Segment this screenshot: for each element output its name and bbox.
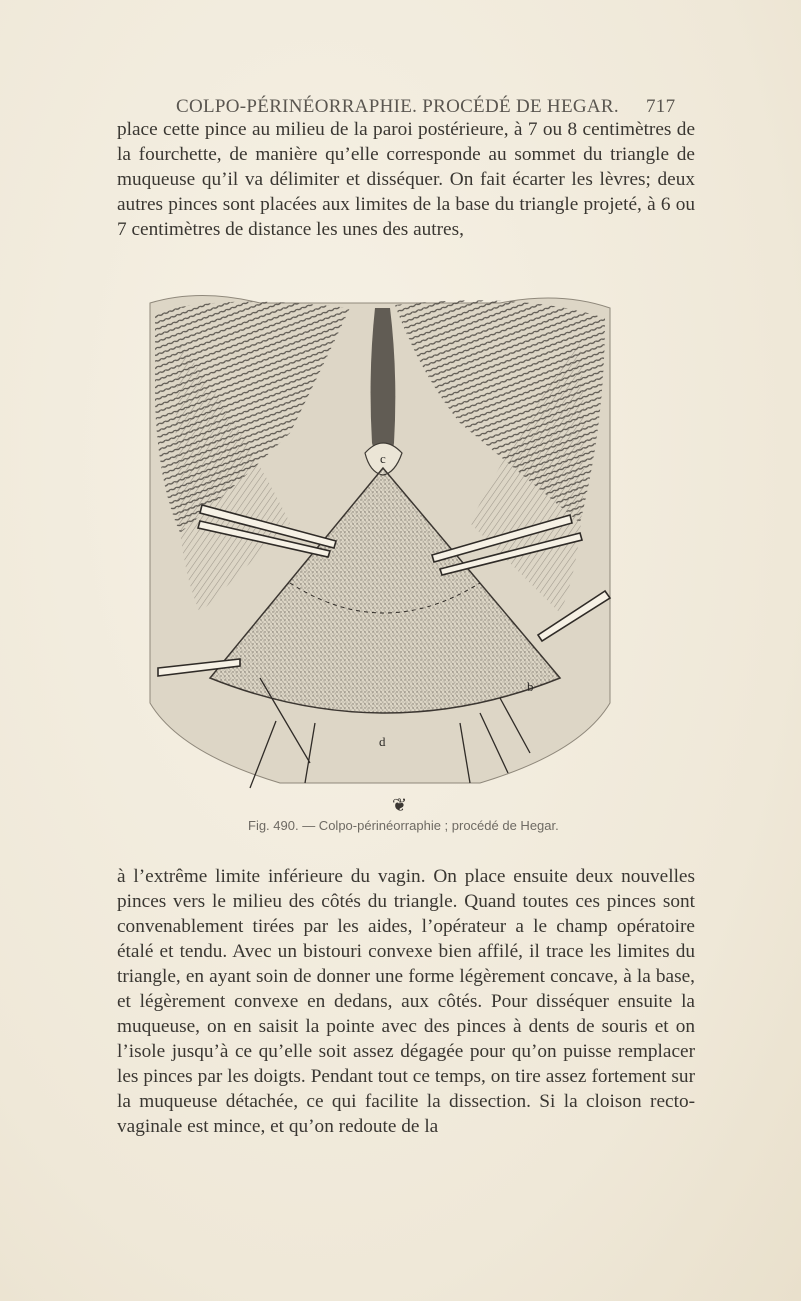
figure-caption: Fig. 490. — Colpo-périnéorraphie ; procédé de Hegar.	[248, 818, 559, 833]
anatomical-illustration	[140, 283, 620, 798]
figure-label-c: c	[380, 451, 386, 466]
running-title: COLPO-PÉRINÉORRAPHIE. PROCÉDÉ DE HEGAR.	[176, 96, 619, 117]
paragraph-top: place cette pince au milieu de la paroi postérieure, à 7 ou 8 centimètres de la fourchette, de manière qu’elle corresponde au sommet du triangle de muqueuse qu’il va délimiter et disséquer. On fait écarter les lèvres; deux autres pinces sont placées aux limites de la base du triangle projeté, à 6 ou 7 centimètres de distance les unes des autres,	[117, 119, 695, 240]
paragraph-bottom: à l’extrême limite inférieure du vagin. On place ensuite deux nouvelles pinces vers le milieu des côtés du triangle. Quand toutes ces pinces sont convenablement tirées par les aides, l’opérateur a le champ opératoire étalé et tendu. Avec un bistouri convexe bien affilé, il trace les limites du triangle, en ayant soin de donner une forme légèrement concave, à la base, et légèrement convexe en dedans, aux côtés. Pour disséquer ensuite la muqueuse, on en saisit la pointe avec des pinces à dents de souris et on l’isole jusqu’à ce qu’elle soit assez dégagée pour qu’on puisse remplacer les pinces par les doigts. Pendant tout ce temps, on tire assez fortement sur la muqueuse détachée, ce qui facilite la dissection. Si la cloison recto-vaginale est mince, et qu’on redoute de la	[117, 866, 695, 1137]
page-number: 717	[646, 96, 676, 117]
figure-label-b: b	[527, 679, 534, 694]
figure-label-d: d	[379, 734, 386, 749]
ornament-icon: ❦	[392, 795, 408, 815]
